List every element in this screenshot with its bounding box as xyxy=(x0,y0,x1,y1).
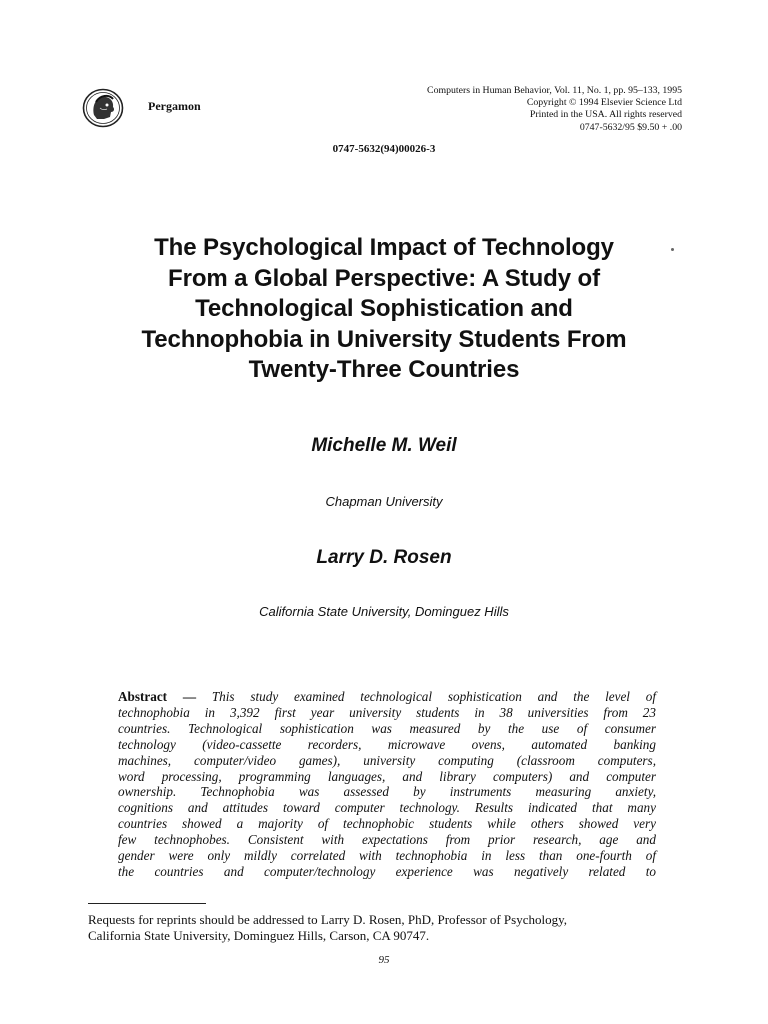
copyright-line: Copyright © 1994 Elsevier Science Ltd xyxy=(526,97,682,109)
abstract-line: technology (video-cassette recorders, microwave ovens, automated banking xyxy=(118,736,656,752)
author-affiliation: Chapman University xyxy=(325,494,443,509)
author-affiliation: California State University, Dominguez Hills xyxy=(259,604,509,619)
print-speck xyxy=(671,248,674,251)
title-line: Technological Sophistication and xyxy=(195,295,573,322)
title-line: From a Global Perspective: A Study of xyxy=(168,264,600,292)
footnote-divider xyxy=(88,903,206,904)
publisher-name: Pergamon xyxy=(148,99,201,113)
abstract-line: gender were only mildly correlated with technophobia in less than one-fourth of xyxy=(118,848,656,864)
issn-price-line: 0747-5632/95 $9.50 + .00 xyxy=(579,121,682,133)
article-identifier: 0747-5632(94)00026-3 xyxy=(332,143,436,155)
abstract xyxy=(118,689,656,880)
abstract-line: cognitions and attitudes toward computer technology. Results indicated that many xyxy=(118,800,656,816)
title-line: The Psychological Impact of Technology xyxy=(154,234,614,261)
pergamon-helmet-logo xyxy=(82,88,124,128)
abstract-line: ownership. Technophobia was assessed by instruments measuring anxiety, xyxy=(118,784,656,800)
title-line: Twenty-Three Countries xyxy=(248,356,520,383)
abstract-line: countries showed a majority of technophobic students while others showed very xyxy=(118,816,656,832)
abstract-text: This study examined technological sophistication and the level of xyxy=(211,689,657,704)
abstract-line: few technophobes. Consistent with expectations from prior research, age and xyxy=(118,832,656,848)
footnote-line: Requests for reprints should be addressed to Larry D. Rosen, PhD, Professor of Psychology, xyxy=(88,912,568,927)
abstract-line: the countries and computer/technology experience was negatively related to xyxy=(118,863,656,879)
page-number: 95 xyxy=(378,954,390,966)
abstract-line: word processing, programming languages, and library computers) and computer xyxy=(118,768,656,784)
author-name: Larry D. Rosen xyxy=(316,547,452,568)
abstract-line: countries. Technological sophistication was measured by the use of consumer xyxy=(118,720,656,736)
rights-line: Printed in the USA. All rights reserved xyxy=(529,109,682,121)
title-line: Technophobia in University Students From xyxy=(141,325,627,353)
abstract-line: machines, computer/video games), university computing (classroom computers, xyxy=(118,752,656,768)
journal-citation-line: Computers in Human Behavior, Vol. 11, No. 1, pp. 95–133, 1995 xyxy=(427,85,682,96)
journal-citation xyxy=(427,85,682,134)
abstract-line xyxy=(118,689,656,705)
article-title xyxy=(60,233,708,386)
abstract-line: technophobia in 3,392 first year university students in 38 universities from 23 xyxy=(118,704,656,720)
abstract-label: Abstract — xyxy=(118,689,197,704)
reprint-footnote xyxy=(88,912,686,944)
footnote-line: California State University, Dominguez Hills, Carson, CA 90747. xyxy=(88,928,430,943)
author-name: Michelle M. Weil xyxy=(311,435,457,456)
